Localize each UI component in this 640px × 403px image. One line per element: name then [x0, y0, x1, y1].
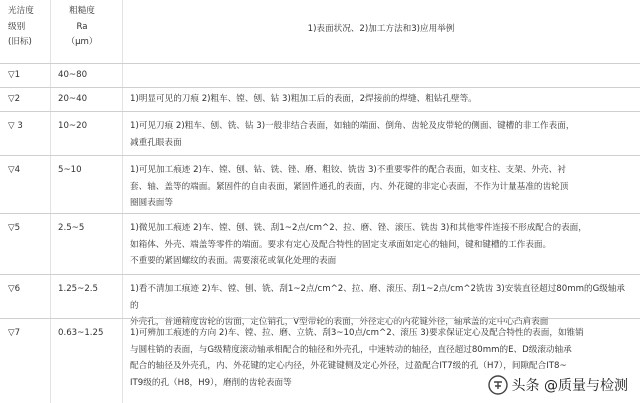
ra-cell: 5~10 [58, 165, 82, 175]
ra-cell: 0.63~1.25 [58, 328, 104, 338]
description-cell: 1)可辨加工痕迹的方向 2)车、镗、拉、磨、立铣、刮3~10点/cm^2、滚压 3)要求保证定心及配合特性的表面，如锥销 与圆柱销的表面，与G级精度滚动轴承相配合的轴径和外壳孔，中速转动的轴径，直径超过80mm的E、D级滚动轴承 配合的轴径及外壳孔，内、外花键的定心内径，外花键键侧及定心外径，过盈配合IT7级的孔（H7），间隙配合IT8~ IT9级的孔（H8，H9），磨削的齿轮表面等 [130, 328, 584, 388]
table-row [0, 155, 640, 213]
description-cell: 1)明显可见的刀痕 2)粗车、镗、刨、钻 3)粗加工后的表面，2焊接前的焊缝、粗钻孔壁等。 [130, 94, 477, 104]
ra-cell: 1.25~2.5 [58, 284, 99, 294]
description-cell: 1)可见刀痕 2)粗车、刨、铣、钻 3)一般非结合表面，如轴的端面、倒角、齿轮及皮带轮的侧面、键槽的非工作表面， 减重孔眼表面 [130, 121, 575, 148]
ra-cell: 40~80 [58, 70, 88, 80]
grade-cell: ▽4 [8, 165, 21, 175]
table-row [0, 274, 640, 327]
table-row [0, 63, 640, 87]
header-description: 1)表面状况、2)加工方法和3)应用举例 [307, 24, 455, 34]
grade-cell: ▽6 [8, 284, 21, 294]
table-row [0, 87, 640, 111]
header-roughness-ra: 粗糙度 Ra （μm） [66, 6, 98, 47]
watermark [484, 373, 632, 397]
table-row [0, 111, 640, 155]
grade-cell: ▽7 [8, 328, 21, 338]
grade-cell: ▽1 [8, 70, 21, 80]
toutiao-logo-icon [488, 375, 508, 395]
watermark-text: 头条 @质量与检测 [511, 378, 628, 394]
description-cell: 1)微见加工痕迹 2)车、镗、刨、铣、刮1~2点/cm^2、拉、磨、锉、滚压、铣齿 3)和其他零件连接不形成配合的表面， 如箱体、外壳、端盖等零件的端面。要求有定心及配合特性的固定支承面如定心的轴间，键和键槽的工作表面。 不重要的紧固螺纹的表面。需要滚花或氧化处理的表面 [130, 223, 587, 266]
table-row [0, 213, 640, 274]
description-cell: 1)可见加工痕迹 2)车、镗、刨、钻、铣、锉、磨、粗铰、铣齿 3)不重要零件的配合表面，如支柱、支架、外壳、衬 套、轴、盖等的端面。紧固件的自由表面，紧固件通孔的表面，内、外花键的非定心表面，不作为计量基准的齿轮顶 圈圆表面等 [130, 165, 569, 208]
grade-cell: ▽2 [8, 94, 21, 104]
ra-cell: 10~20 [58, 121, 88, 131]
ra-cell: 2.5~5 [58, 223, 85, 233]
description-cell: 1)看不清加工痕迹 2)车、镗、刨、铣、刮1~2点/cm^2、拉、磨、滚压、刮1~2点/cm^2铣齿 3)安装直径超过80mm的G级轴承的 外壳孔，普通精度齿轮的齿面，定位销孔，V型带轮的表面，外径定心的内花键外径，轴承盖的定中心凸肩表面 [130, 284, 626, 327]
header-finish-grade: 光洁度 级别 (旧标) [8, 6, 34, 47]
grade-cell: ▽ 3 [8, 121, 23, 131]
ra-cell: 20~40 [58, 94, 88, 104]
table-header-row [0, 0, 640, 63]
grade-cell: ▽5 [8, 223, 21, 233]
